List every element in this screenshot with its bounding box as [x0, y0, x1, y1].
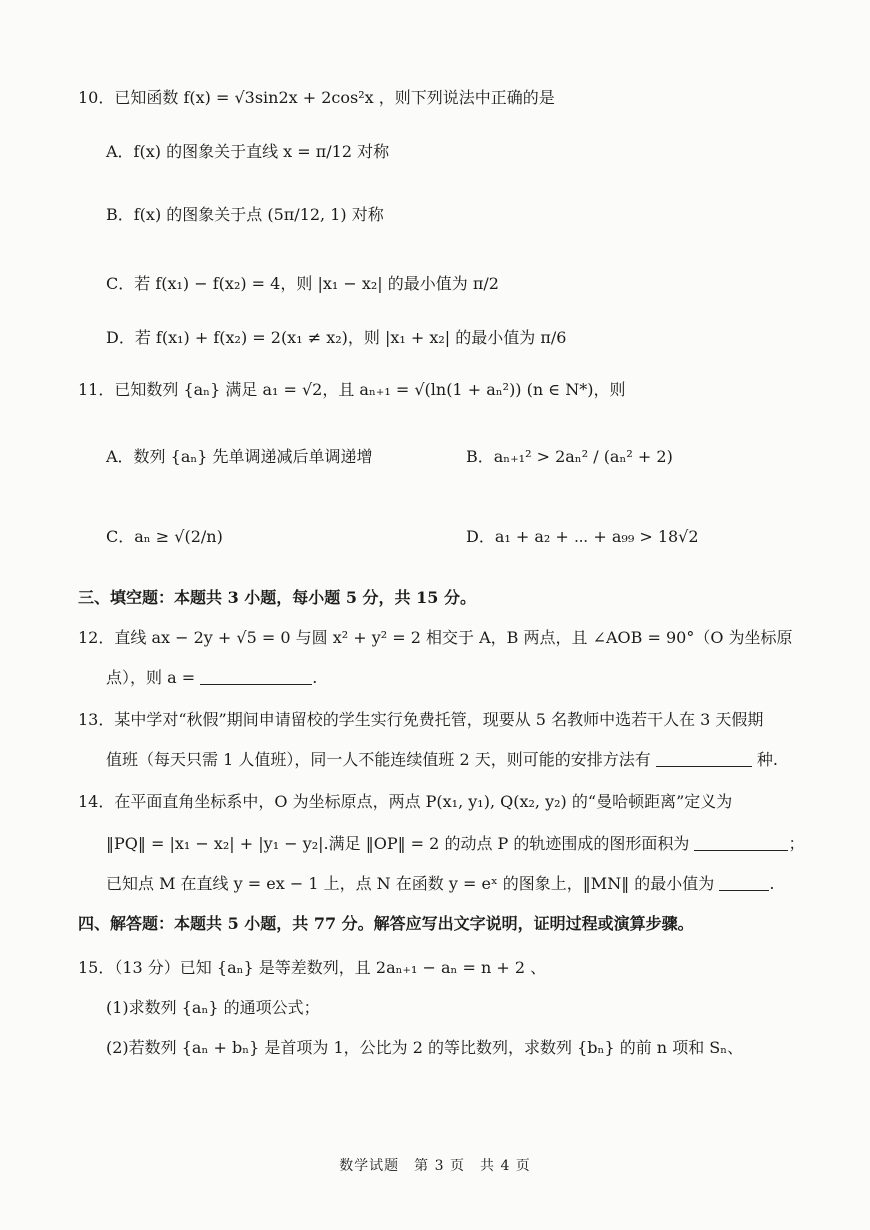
q11-option-b: B．aₙ₊₁² > 2aₙ² / (aₙ² + 2)	[466, 447, 673, 466]
q11-option-a: A．数列 {aₙ} 先单调递减后单调递增	[106, 447, 373, 466]
q13-suffix: 种.	[756, 750, 778, 769]
q10-option-a: A．f(x) 的图象关于直线 x = π/12 对称	[106, 142, 390, 161]
q12-line1: 12．直线 ax − 2y + √5 = 0 与圆 x² + y² = 2 相交于 A，B 两点，且 ∠AOB = 90°（O 为坐标原	[78, 628, 793, 647]
q10-option-d: D．若 f(x₁) + f(x₂) = 2(x₁ ≠ x₂)，则 |x₁ + x₂| 的最小值为 π/6	[106, 328, 567, 347]
page-footer: 数学试题 第 3 页 共 4 页	[339, 1158, 531, 1174]
q12-period: .	[312, 668, 318, 687]
q13-line2	[106, 750, 778, 770]
q14-line2	[106, 834, 805, 854]
q14-line1: 14．在平面直角坐标系中，O 为坐标原点，两点 P(x₁, y₁), Q(x₂, y₂) 的“曼哈顿距离”定义为	[78, 792, 733, 811]
q10-stem: 10．已知函数 f(x) = √3sin2x + 2cos²x ，则下列说法中正确的是	[78, 88, 555, 107]
q11-stem: 11．已知数列 {aₙ} 满足 a₁ = √2，且 aₙ₊₁ = √(ln(1 + aₙ²)) (n ∈ N*)，则	[78, 380, 626, 399]
q14-answer-blank-1[interactable]	[694, 834, 788, 851]
q14-end-mark: .	[769, 874, 775, 893]
q15-part1: (1)求数列 {aₙ} 的通项公式；	[106, 998, 320, 1017]
q11-option-c: C．aₙ ≥ √(2/n)	[106, 527, 223, 546]
q13-answer-blank[interactable]	[656, 750, 752, 767]
q14-semicolon: ；	[788, 834, 805, 853]
q15-part2: (2)若数列 {aₙ + bₙ} 是首项为 1，公比为 2 的等比数列，求数列 {bₙ} 的前 n 项和 Sₙ、	[106, 1038, 744, 1057]
q14-line3	[106, 874, 774, 894]
section-4-heading: 四、解答题：本题共 5 小题，共 77 分。解答应写出文字说明，证明过程或演算步骤。	[78, 914, 694, 933]
q12-line2-text: 点），则 a =	[106, 668, 196, 687]
q12-line2	[106, 668, 317, 688]
q10-option-b: B．f(x) 的图象关于点 (5π/12, 1) 对称	[106, 205, 384, 224]
q12-answer-blank[interactable]	[200, 668, 312, 685]
q11-option-d: D．a₁ + a₂ + ⋯ + a₉₉ > 18√2	[466, 527, 699, 546]
q14-line3-text: 已知点 M 在直线 y = ex − 1 上，点 N 在函数 y = eˣ 的图象上，‖MN‖ 的最小值为	[106, 874, 715, 893]
q15-stem: 15．（13 分）已知 {aₙ} 是等差数列，且 2aₙ₊₁ − aₙ = n + 2 、	[78, 958, 547, 977]
q10-option-c: C．若 f(x₁) − f(x₂) = 4，则 |x₁ − x₂| 的最小值为 π/2	[106, 274, 499, 293]
q14-answer-blank-2[interactable]	[719, 874, 769, 891]
q14-line2-text: ‖PQ‖ = |x₁ − x₂| + |y₁ − y₂|.满足 ‖OP‖ = 2 的动点 P 的轨迹围成的图形面积为	[106, 834, 690, 853]
section-3-heading: 三、填空题：本题共 3 小题，每小题 5 分，共 15 分。	[78, 588, 476, 607]
q13-line2-text: 值班（每天只需 1 人值班），同一人不能连续值班 2 天，则可能的安排方法有	[106, 750, 651, 769]
q13-line1: 13．某中学对“秋假”期间申请留校的学生实行免费托管，现要从 5 名教师中选若干人在 3 天假期	[78, 710, 764, 729]
